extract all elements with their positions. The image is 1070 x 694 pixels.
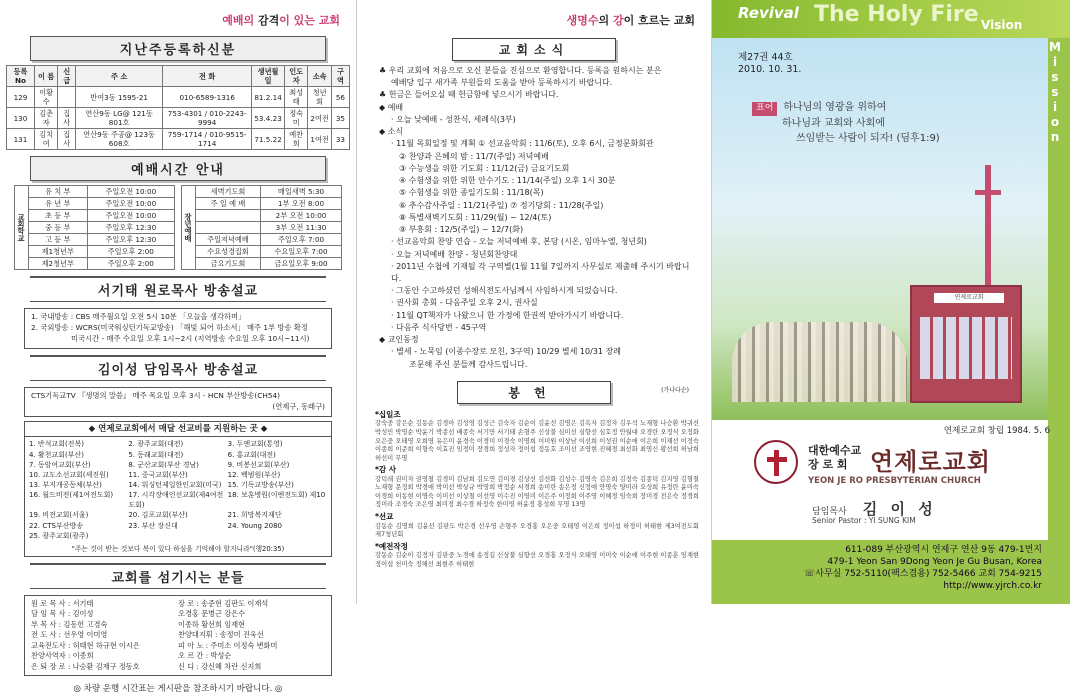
worship-name: 제2청년부 xyxy=(29,258,88,270)
tagline-part: 이 흐르는 교회 xyxy=(623,14,695,27)
worship-row xyxy=(182,222,342,234)
register-title: 지난주등록하신분 xyxy=(30,36,326,61)
denomination-line: 장 로 회 xyxy=(808,457,848,471)
register-cell: 정숙미 xyxy=(284,108,307,129)
tagline-emphasis: 감격 xyxy=(257,14,280,27)
offering-names-list: 강숙중 강은순 김동순 김경아 김성영 김성근 김숙자 김순이 김윤선 김명은 김옥자 김정자 김우석 노재형 나승환 박귀선 박성민 박영순 박윤기 박종선 배종숙 서기만 서기태 손형주 신상불 심미선 심향선 심호정 안월대 오경란 오정식 오정화 오은중 오태영 오희영 유은미 윤경숙 이경미 이경숙 이명희 이미원 이상남 이선희 이성권 이순애 이은희 이재선 이정숙 이종희 이준희 이형숙 이효진 임정미 장경희 정성자 정이섭 정동호 조미선 조영현 진혜경 최선화 최영신 황선희 허남희 허선미 무명 xyxy=(375,420,699,462)
mission-item: 10. 교도소선교회(세진원) xyxy=(29,470,109,479)
tagline xyxy=(0,0,356,32)
church-building-illustration xyxy=(910,285,1022,403)
issue-volume: 제27권 44호 xyxy=(738,52,793,63)
worship-row xyxy=(15,186,175,198)
tagline-part: 의 xyxy=(598,14,613,27)
news-line: 조문해 주신 분들께 감사드립니다. xyxy=(409,359,528,369)
worship-name: 제1청년부 xyxy=(29,246,88,258)
news-line: ⑨ 부흥회 : 12/5(주일) ~ 12/7(화) xyxy=(399,225,524,235)
staff-entry: 교육전도사 : 허태현 하규현 이시은 xyxy=(31,640,140,650)
banner-revival: Revival xyxy=(738,4,799,22)
worship-time: 주일오후 12:30 xyxy=(87,222,174,234)
register-row xyxy=(7,129,350,150)
news-line: ♣ 헌금은 들어오실 때 헌금함에 넣으시기 바랍니다. xyxy=(379,90,559,100)
news-line: ⑥ 추수감사주일 : 11/21(주일) ⑦ 정기당회 : 11/28(주일) xyxy=(399,200,604,210)
offering-section xyxy=(375,542,699,570)
worship-row xyxy=(182,186,342,198)
offering-names-list: 강동순 김순이 김정자 김판중 노경애 송정길 신상불 심향선 오경홍 오정식 오태영 이미숙 이순애 이주현 이종훈 임재현 정이섭 천미숙 정해선 최현주 허태현 xyxy=(375,552,699,568)
tagline-emphasis: 강 xyxy=(612,14,624,27)
denomination-line: 대한예수교 xyxy=(808,444,862,457)
bus-schedule-note: ◎ 차량 운행 시간표는 게시판을 참조하시기 바랍니다. ◎ xyxy=(73,684,283,694)
mission-item: 16. 월드비전(제1여전도회) xyxy=(29,491,114,500)
news-line: · 그동안 수고하셨던 성해식전도사님께서 사임하시게 되었습니다. xyxy=(391,286,618,296)
news-line: 예배당 입구 새가족 부원들의 도움을 받아 등록하시기 바랍니다. xyxy=(391,78,613,88)
offering-order-note: (가나다순) xyxy=(661,386,689,394)
worship-time: 주일오전 10:00 xyxy=(87,186,174,198)
worship-schedule xyxy=(14,185,342,270)
worship-adult-table xyxy=(181,185,342,270)
register-cell: 010-6589-1316 xyxy=(163,87,252,108)
offering-section xyxy=(375,410,699,463)
mission-item: 22. CTS부산방송 xyxy=(29,521,84,530)
news-line: ◆ 소식 xyxy=(379,127,404,137)
church-name: 연제로교회 xyxy=(870,448,991,476)
building-windows xyxy=(920,317,1012,379)
cover-page xyxy=(712,0,1070,604)
worship-time: 주일오후 12:30 xyxy=(87,234,174,246)
mission-item: 7. 동암여교회(부산) xyxy=(29,460,91,469)
register-header-cell: 구역 xyxy=(331,66,349,87)
news-line: ⑧ 특별새벽기도회 : 11/29(월) ~ 12/4(토) xyxy=(399,212,552,222)
cover-banner xyxy=(712,0,1070,38)
mission-item: 9. 비봉선교회(부산) xyxy=(227,460,290,469)
worship-time: 수요일오후 7:00 xyxy=(261,246,342,258)
news-line: · 11월 목회일정 및 계획 ① 선교음악회 : 11/6(토), 오후 6시, 금정문화회관 xyxy=(391,139,654,149)
worship-time: 금요일오후 9:00 xyxy=(261,258,342,270)
mission-item: 12. 백범원(부산) xyxy=(227,470,281,479)
register-cell: 56 xyxy=(331,87,349,108)
worship-row xyxy=(182,198,342,210)
staff-left-column xyxy=(31,599,178,672)
staff-list xyxy=(25,596,331,675)
offering-category: *예전작정 xyxy=(375,541,408,551)
register-cell: 35 xyxy=(331,108,349,129)
register-cell: 청년회 xyxy=(308,87,331,108)
phone-numbers: ☏사무실 752-5110(팩스겸용) 752-5466 교회 754-9215 xyxy=(804,569,1042,580)
staff-entry: 원 로 목 사 : 서기태 xyxy=(31,599,94,609)
worship-time: 주일오후 2:00 xyxy=(87,258,174,270)
motto-line: 하나님의 영광을 위하여 xyxy=(783,102,887,113)
mission-letter: o xyxy=(1050,115,1060,129)
register-header-cell: 신급 xyxy=(58,66,76,87)
worship-name xyxy=(196,210,261,222)
news-line: ♣ 우리 교회에 처음으로 오신 분들을 진심으로 환영합니다. 등록을 원하시는 분은 xyxy=(379,66,662,75)
worship-time: 1부 오전 8:00 xyxy=(261,198,342,210)
register-cell: 129 xyxy=(7,87,35,108)
register-cell: 집사 xyxy=(58,108,76,129)
staff-entry: 은 퇴 장 로 : 나승환 김재구 정동호 xyxy=(31,661,140,671)
mission-item: 5. 동래교회(대전) xyxy=(128,450,184,459)
register-table xyxy=(6,65,350,150)
worship-name: 고 등 부 xyxy=(29,234,88,246)
register-cell: 예찬희 xyxy=(284,129,307,150)
worship-row xyxy=(15,258,175,270)
news-line: ② 찬양과 은혜의 밤 : 11/7(주일) 저녁예배 xyxy=(399,151,549,161)
mission-item: 4. 활천교회(부산) xyxy=(29,450,84,459)
inner-left-page xyxy=(0,0,357,694)
broadcast1-line: 2. 국외방송 : WCRS(미국워싱턴기독교방송) 「해빛 되어 하소서」 매주 1부 방송 확정 xyxy=(31,322,308,332)
worship-name: 유 년 부 xyxy=(29,198,88,210)
register-header-cell: 이 름 xyxy=(34,66,57,87)
news-line: · 권사회 총회 - 다음주일 오후 2시, 권사실 xyxy=(391,298,538,308)
worship-row xyxy=(182,258,342,270)
broadcast2-box xyxy=(24,387,332,417)
staff-entry: 오경홍 문병근 강은수 xyxy=(178,609,246,619)
worship-name: 수요성경집회 xyxy=(196,246,261,258)
address-korean: 611-089 부산광역시 연제구 연산 9동 479-1번지 xyxy=(845,545,1042,555)
banner-holy-fire: The Holy Fire xyxy=(814,2,979,27)
mission-item: 6. 홍교회(대전) xyxy=(227,450,276,459)
mission-letter: s xyxy=(1051,70,1059,84)
broadcast1-line: 미국시간 - 매주 수요일 오후 1시~2시 (지역방송 수요일 오후 10시~11시) xyxy=(71,333,310,343)
register-cell: 연산9동 LG@ 121동 801호 xyxy=(76,108,163,129)
worship-row xyxy=(15,222,175,234)
banner-vision: Vision xyxy=(981,18,1023,32)
offering-names-list: 강덕래 권미자 권영철 김경미 김남희 김도연 김미경 김상선 김선화 김성수 김영숙 김은희 김정숙 김종덕 김지영 김형철 노재형 문정희 박경애 박미선 박상규 박영희 박정순 서경희 송미란 송은정 신정애 안명숙 양미라 오성희 유정란 윤미숙 이경희 이동현 이명숙 이미선 이상철 이선영 이수진 이영미 이은주 이정희 이주영 이혜경 임숙희 장미경 전은숙 정경희 정미라 조경숙 조은영 최미정 최수경 하정숙 한미영 허윤정 홍성희 무명 13명 xyxy=(375,475,699,509)
staff-box xyxy=(24,595,332,676)
mission-item: 8. 군산교회(부산 경남) xyxy=(128,460,200,469)
church-motto xyxy=(752,100,940,147)
cross-illustration xyxy=(985,165,991,285)
inner-right-page xyxy=(357,0,712,604)
mission-item: 14. 워싱턴제일한인교회(미국) xyxy=(128,481,222,489)
news-line: · 2011년 수첩에 기재될 각 구역별(1월 11월 7일까지 사무실로 제출해 주시기 바랍니다. xyxy=(391,261,690,283)
staff-entry: 담 임 목 사 : 김이성 xyxy=(31,609,94,619)
register-cell: 집사 xyxy=(58,129,76,150)
church-name-english: YEON JE RO PRESBYTERIAN CHURCH xyxy=(808,476,981,486)
offering-category: *십일조 xyxy=(375,409,401,419)
mission-item: 3. 두앤교회(통영) xyxy=(227,440,283,449)
register-cell: 81.2.14 xyxy=(252,87,285,108)
news-line: ◆ 교인동정 xyxy=(379,335,419,345)
staff-entry: 오 르 간 : 박성순 xyxy=(178,651,232,661)
worship-time: 매일새벽 5:30 xyxy=(261,186,342,198)
mission-item: 2. 광주교회(대전) xyxy=(128,440,184,449)
worship-school-table xyxy=(14,185,175,270)
worship-time: 3부 오전 11:30 xyxy=(261,222,342,234)
worship-name: 유 치 부 xyxy=(29,186,88,198)
denomination xyxy=(808,444,861,472)
mission-title: ◆ 연제로교회에서 매달 선교비를 지원하는 곳 ◆ xyxy=(25,422,331,438)
register-header-cell: 생년월일 xyxy=(252,66,285,87)
mission-item: 24. Young 2080 xyxy=(227,521,282,530)
congregation-illustration xyxy=(732,322,907,402)
staff-entry: 피 아 노 : 주미소 이정숙 변화미 xyxy=(178,640,278,650)
mission-item: 15. 기독교방송(부산) xyxy=(227,481,294,489)
register-cell: 1여전 xyxy=(308,129,331,150)
news-line: · 별세 - 노묵임 (이종수장로 모친, 3구역) 10/29 별세 10/31 장례 xyxy=(391,347,621,357)
news-line: · 다음주 식사당번 - 45구역 xyxy=(391,322,487,332)
staff-right-column xyxy=(178,599,325,672)
motto-line: 쓰임받는 사람이 되자! (딤후1:9) xyxy=(796,133,940,145)
worship-row xyxy=(15,246,175,258)
mission-item: 11. 중국교회(부산) xyxy=(128,470,188,479)
worship-name: 금요기도회 xyxy=(196,258,261,270)
mission-item: 21. 희망복지재단 xyxy=(227,511,282,520)
register-cell: 130 xyxy=(7,108,35,129)
mission-item: 20. 김포교회(부산) xyxy=(128,511,188,520)
broadcast1-box xyxy=(24,308,332,349)
motto-badge: 표어 xyxy=(752,102,777,116)
church-logo-icon xyxy=(754,440,798,484)
broadcast2-line: CTS기독교TV 『생명의 말씀』 매주 목요일 오후 3시 - HCN 부산방송(CH54) xyxy=(31,390,280,400)
news-title: 교회소식 xyxy=(452,38,616,61)
worship-row xyxy=(182,246,342,258)
church-news xyxy=(357,65,711,371)
staff-entry: 부 목 사 : 김동헌 고경숙 xyxy=(31,619,108,629)
register-cell: 53.4.23 xyxy=(252,108,285,129)
news-line: ⑤ 수험생을 위한 종일기도회 : 11/18(목) xyxy=(399,188,544,198)
mission-item: 17. 시각장애인선교회(제4여전도회) xyxy=(128,491,224,510)
news-line: ④ 수험생을 위한 위한 안수기도 : 11/14(주일) 오후 1시 30분 xyxy=(399,176,616,186)
register-cell: 이황수 xyxy=(34,87,57,108)
worship-row xyxy=(182,210,342,222)
news-line: ③ 수능생을 위한 기도회 : 11/12(금) 금요기도회 xyxy=(399,163,570,173)
register-cell: 최성태 xyxy=(284,87,307,108)
worship-row xyxy=(15,198,175,210)
register-cell: 연산9동 주공@ 123동 608호 xyxy=(76,129,163,150)
register-header-cell: 등록No xyxy=(7,66,35,87)
news-line: ◆ 예배 xyxy=(379,102,404,112)
worship-time: 주일오전 10:00 xyxy=(87,198,174,210)
register-body xyxy=(7,87,350,150)
mission-item xyxy=(128,531,227,541)
register-header-cell: 소속 xyxy=(308,66,331,87)
worship-name: 초 등 부 xyxy=(29,210,88,222)
broadcast2-line: (연제구, 동래구) xyxy=(272,401,325,411)
register-header-row xyxy=(7,66,350,87)
worship-time: 2부 오전 10:00 xyxy=(261,210,342,222)
register-cell: 131 xyxy=(7,129,35,150)
worship-row xyxy=(182,234,342,246)
register-header-cell: 전 화 xyxy=(163,66,252,87)
register-cell: 2여전 xyxy=(308,108,331,129)
mission-letter: n xyxy=(1050,130,1060,144)
staff-entry: 장 로 : 송준현 김판도 이재석 xyxy=(178,599,269,609)
staff-title: 교회를 섬기시는 분들 xyxy=(30,563,326,589)
website-url[interactable]: http://www.yjrch.co.kr xyxy=(943,581,1042,592)
broadcast1-title: 서기태 원로목사 방송설교 xyxy=(30,276,326,302)
pastor-label: 담임목사 xyxy=(812,507,847,517)
building-sign: 연제로교회 xyxy=(934,293,1004,303)
news-line: · 오늘 낮예배 - 성찬식, 세례식(3부) xyxy=(391,114,516,124)
register-cell: 김치여 xyxy=(34,129,57,150)
mission-verse: "주는 것이 받는 것보다 복이 있다 하심을 기억해야 할지니라"(행20:35) xyxy=(71,544,285,553)
contact-footer xyxy=(712,540,1070,604)
offering-title: 봉헌 xyxy=(457,381,611,404)
mission-item xyxy=(228,531,327,541)
broadcast2-title: 김이성 담임목사 방송설교 xyxy=(30,355,326,381)
founding-date: 연제로교회 창립 1984. 5. 6 xyxy=(943,426,1050,436)
register-header-cell: 인도자 xyxy=(284,66,307,87)
mission-item: 19. 비전교회(서울) xyxy=(29,511,89,520)
staff-entry: 신 디 : 강신혜 차란 신지희 xyxy=(178,661,262,671)
offering-category: *감 사 xyxy=(375,465,397,475)
staff-entry: 전 도 사 : 선우영 이미영 xyxy=(31,630,108,640)
staff-entry: 찬양대지휘 : 송정미 진욱선 xyxy=(178,630,264,640)
news-line: · 선교음악회 찬양 연습 - 오늘 저녁예배 후, 본당 (시온, 임마누엘, 청년회) xyxy=(391,237,647,247)
worship-name: 주 일 예 배 xyxy=(196,198,261,210)
tagline xyxy=(357,0,711,32)
worship-group-label: 교회학교 xyxy=(15,186,29,270)
mission-list xyxy=(25,437,331,542)
worship-name: 새벽기도회 xyxy=(196,186,261,198)
register-cell: 753-4301 / 010-2243-9994 xyxy=(163,108,252,129)
register-cell: 759-1714 / 010-9515-1714 xyxy=(163,129,252,150)
mission-item: 25. 광주교회(광주) xyxy=(29,531,89,540)
staff-entry: 이종하 황선희 임재현 xyxy=(178,619,246,629)
tagline-part: 예배의 xyxy=(222,14,258,27)
motto-line: 하나님과 교회와 사회에 xyxy=(782,117,885,129)
mission-support-box xyxy=(24,421,332,557)
worship-name: 주일저녁예배 xyxy=(196,234,261,246)
worship-time: 주일오후 7:00 xyxy=(261,234,342,246)
mission-item: 18. 보훈병원(이엔전도회) 제10 xyxy=(227,491,326,500)
worship-group-label: 장년예배 xyxy=(182,186,196,270)
cross-illustration-bar xyxy=(975,190,1001,195)
mission-letter: i xyxy=(1052,55,1058,69)
offering-section xyxy=(375,512,699,540)
worship-school-body xyxy=(15,186,175,270)
news-line: · 오늘 저녁예배 찬양 - 청년회찬양대 xyxy=(391,249,518,259)
register-cell: 33 xyxy=(331,129,349,150)
mission-item: 13. 부지개공동체(부산) xyxy=(29,481,102,489)
register-cell xyxy=(58,87,76,108)
pastor-english: Senior Pastor : YI SUNG KIM xyxy=(812,516,916,525)
register-cell: 반여3동 1595-21 xyxy=(76,87,163,108)
register-cell: 김춘자 xyxy=(34,108,57,129)
mission-item: 23. 부산 장신대 xyxy=(128,521,178,530)
tagline-part: 이 있는 교회 xyxy=(279,14,340,27)
register-header-cell: 주 소 xyxy=(76,66,163,87)
worship-time: 주일오후 2:00 xyxy=(87,246,174,258)
mission-letter: M xyxy=(1049,40,1061,54)
offering-names xyxy=(357,410,711,570)
worship-name: 중 등 부 xyxy=(29,222,88,234)
offering-names-list: 김동순 김명희 김윤선 김판도 박은경 선우영 손형주 오경홍 오은중 오태영 이은희 정이섭 하정미 허태현 제3여전도회 제7청년회 xyxy=(375,522,699,539)
offering-category: *선교 xyxy=(375,512,394,522)
worship-name xyxy=(196,222,261,234)
issue-date: 2010. 10. 31. xyxy=(738,64,802,76)
tagline-part: 생명수 xyxy=(566,14,599,27)
issue-info xyxy=(738,52,801,77)
mission-vertical-text xyxy=(1046,40,1064,145)
worship-adult-body xyxy=(182,186,342,270)
register-row xyxy=(7,87,350,108)
worship-row xyxy=(15,234,175,246)
worship-time: 주일오전 10:00 xyxy=(87,210,174,222)
staff-entry: 찬양사역자 : 이종희 xyxy=(31,651,94,661)
worship-row xyxy=(15,210,175,222)
mission-letter: i xyxy=(1052,100,1058,114)
news-line: · 11월 QT책자가 나왔으니 한 가정에 한권씩 받아가시기 바랍니다. xyxy=(391,310,624,320)
register-row xyxy=(7,108,350,129)
address-english: 479-1 Yeon San 9Dong Yeon Je Gu Busan, Korea xyxy=(827,557,1042,568)
register-cell: 71.5.22 xyxy=(252,129,285,150)
offering-section xyxy=(375,465,699,510)
mission-letter: s xyxy=(1051,85,1059,99)
pastor-name: 김 이 성 xyxy=(862,500,937,518)
worship-title: 예배시간 안내 xyxy=(30,156,326,181)
broadcast1-line: 1. 국내방송 : CBS 매주월요일 오전 5시 10분 「오늘을 생각하며」 xyxy=(31,312,246,321)
mission-item: 1. 반석교회(전북) xyxy=(29,440,84,449)
